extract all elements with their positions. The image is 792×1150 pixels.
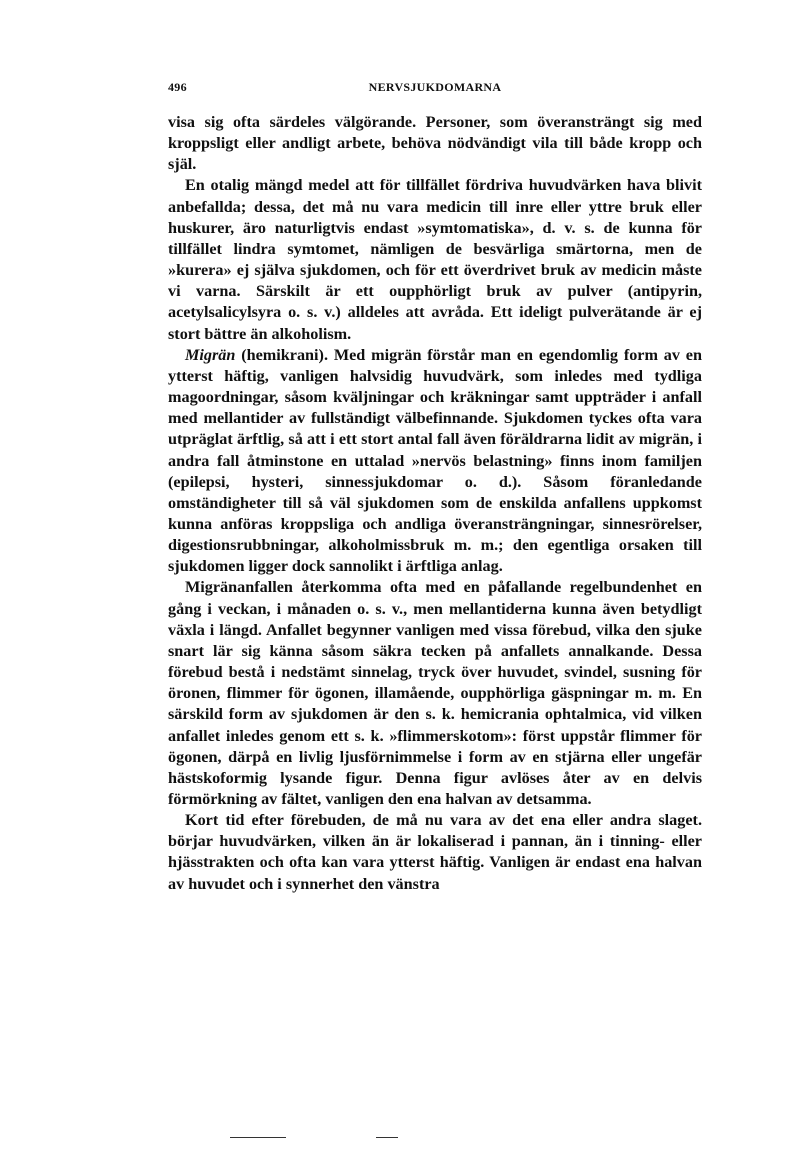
paragraph xyxy=(168,175,702,344)
running-head: NERVSJUKDOMARNA xyxy=(368,80,502,94)
body-text xyxy=(168,112,702,895)
paragraph xyxy=(168,810,702,895)
paragraph xyxy=(168,112,702,175)
page-number: 496 xyxy=(168,80,187,94)
paragraph xyxy=(168,577,702,810)
paragraph-migran xyxy=(168,345,702,578)
section-lead-term: Migrän xyxy=(185,345,236,364)
paragraph-text: (hemikrani). Med migrän förstår man en egendomlig form av en ytterst häftig, vanligen halvsidig huvudvärk, som inledes med tydliga magoordningar, såsom kväljningar och kräkningar samt uppträder i anfall med mellantider av fullständigt välbefinnande. Sjukdomen tyckes ofta vara utpräglat ärftlig, så att i ett stort antal fall även föräldrarna lidit av migrän, i andra fall åtminstone en uttalad »nervös belastning» finns inom familjen (epilepsi, hysteri, sinnessjukdomar o. d.). Såsom föranledande omständigheter till så väl sjukdomen som de enskilda anfallens uppkomst kunna anföras kroppsliga och andliga överansträngningar, sinnesrörelser, digestionsrubbningar, alkoholmissbruk m. m.; den egentliga orsaken till sjukdomen ligger dock sannolikt i ärftliga anlag. xyxy=(168,345,702,576)
footer-rule xyxy=(230,1137,286,1138)
paragraph-text: visa sig ofta särdeles välgörande. Personer, som överansträngt sig med kroppsligt eller andligt arbete, behöva nödvändigt vila till både kropp och själ. xyxy=(168,113,702,174)
footer-rule xyxy=(376,1137,398,1138)
page-header xyxy=(168,80,702,100)
paragraph-text: En otalig mängd medel att för tillfället fördriva huvudvärken hava blivit anbefallda; dessa, det må nu vara medicin till inre eller yttre bruk eller huskurer, äro naturligtvis endast »symtomatiska», d. v. s. de kunna för tillfället lindra symtomet, nämligen de besvärliga smärtorna, men de »kurera» ej själva sjukdomen, och för ett överdrivet bruk av medicin måste vi varna. Särskilt är ett oupphörligt bruk av pulver (antipyrin, acetylsalicylsyra o. s. v.) alldeles att avråda. Ett ideligt pulverätande är ej stort bättre än alkoholism. xyxy=(168,176,702,343)
paragraph-text: Kort tid efter förebuden, de må nu vara av det ena eller andra slaget. börjar huvudvärken, vilken än är lokaliserad i pannan, än i tinning- eller hjässtrakten och ofta kan vara ytterst häftig. Vanligen är endast ena halvan av huvudet och i synnerhet den vänstra xyxy=(168,811,702,893)
paragraph-text: Migränanfallen återkomma ofta med en påfallande regelbundenhet en gång i veckan, i månaden o. s. v., men mellantiderna kunna även betydligt växla i längd. Anfallet begynner vanligen med vissa förebud, vilka den sjuke snart lär sig känna såsom säkra tecken på anfallets annalkande. Dessa förebud bestå i nedstämt sinnelag, tryck över huvudet, svindel, susning för öronen, flimmer för ögonen, illamående, oupphörliga gäspningar m. m. En särskild form av sjukdomen är den s. k. hemicrania ophtalmica, vid vilken anfallet inledes genom ett s. k. »flimmerskotom»: först uppstår flimmer för ögonen, därpå en livlig ljusförnimmelse i form av en stjärna eller ungefär hästskoformig lysande figur. Denna figur avlöses åter av en delvis förmörkning av fältet, vanligen den ena halvan av detsamma. xyxy=(168,578,702,808)
